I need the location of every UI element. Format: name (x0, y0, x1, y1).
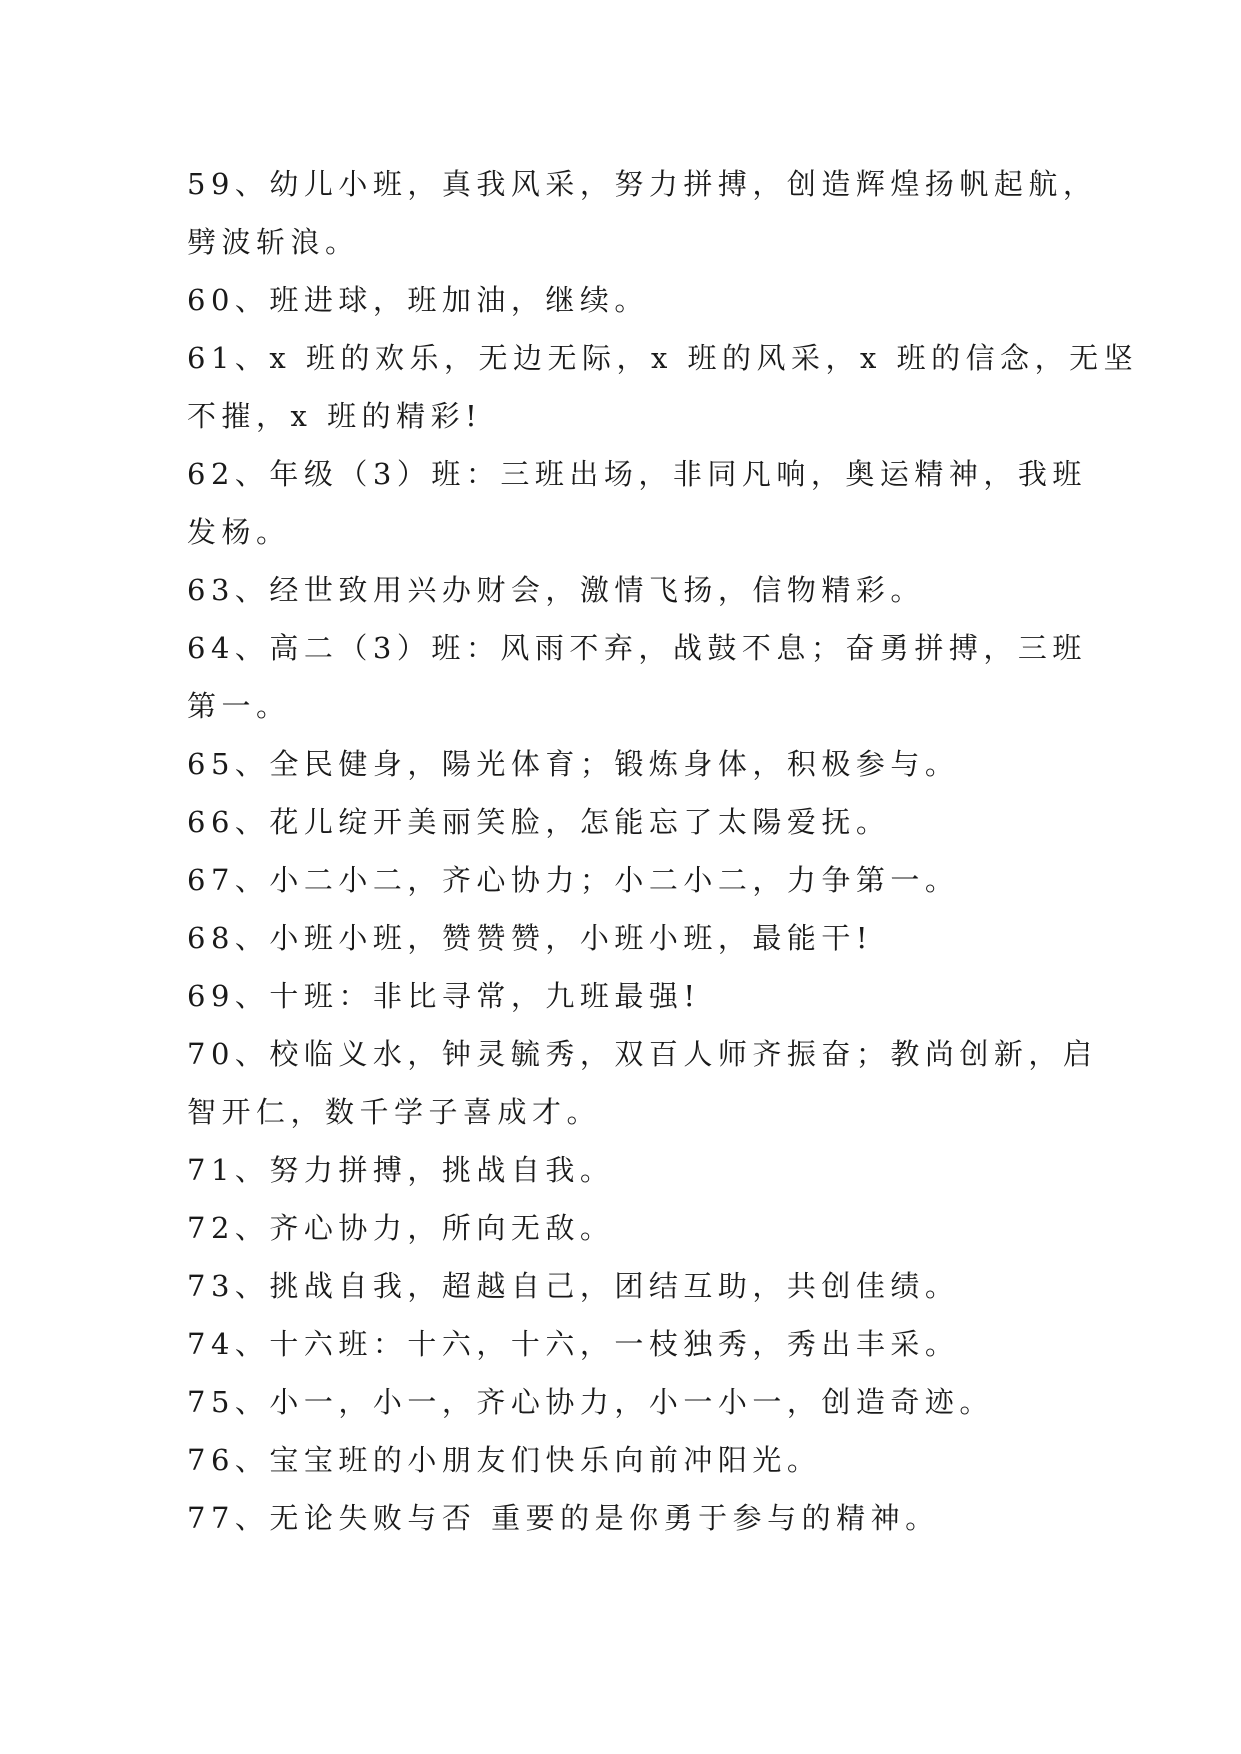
text-line: 67、小二小二，齐心协力；小二小二，力争第一。 (187, 863, 960, 897)
text-line: 63、经世致用兴办财会，激情飞扬，信物精彩。 (187, 573, 925, 607)
text-line: 60、班进球，班加油，继续。 (187, 283, 649, 317)
text-line: 59、幼儿小班，真我风采，努力拼搏，创造辉煌扬帆起航， (187, 167, 1098, 201)
text-line: 73、挑战自我，超越自己，团结互助，共创佳绩。 (187, 1269, 960, 1303)
text-line: 不摧，x 班的精彩! (187, 399, 483, 433)
text-line: 66、花儿绽开美丽笑脸，怎能忘了太陽爱抚。 (187, 805, 891, 839)
text-line: 69、十班：非比寻常，九班最强! (187, 979, 701, 1013)
text-line: 72、齐心协力，所向无敌。 (187, 1211, 615, 1245)
text-line: 75、小一，小一，齐心协力，小一小一，创造奇迹。 (187, 1385, 994, 1419)
text-line: 77、无论失败与否 重要的是你勇于参与的精神。 (187, 1501, 940, 1535)
text-line: 71、努力拼搏，挑战自我。 (187, 1153, 615, 1187)
text-line: 智开仁，数千学子喜成才。 (187, 1095, 602, 1129)
text-line: 61、x 班的欢乐，无边无际，x 班的风采，x 班的信念，无坚 (187, 341, 1139, 375)
text-line: 76、宝宝班的小朋友们快乐向前冲阳光。 (187, 1443, 822, 1477)
text-line: 发杨。 (187, 515, 291, 549)
text-line: 68、小班小班，赞赞赞，小班小班，最能干! (187, 921, 874, 955)
text-line: 70、校临义水，钟灵毓秀，双百人师齐振奋；教尚创新，启 (187, 1037, 1098, 1071)
text-line: 第一。 (187, 689, 291, 723)
text-line: 劈波斩浪。 (187, 225, 360, 259)
text-line: 74、十六班：十六，十六，一枝独秀，秀出丰采。 (187, 1327, 960, 1361)
text-line: 62、年级（3）班：三班出场，非同凡响，奥运精神，我班 (187, 457, 1087, 491)
text-line: 65、全民健身，陽光体育；锻炼身体，积极参与。 (187, 747, 960, 781)
document-body (187, 155, 1139, 1547)
text-line: 64、高二（3）班：风雨不弃，战鼓不息；奋勇拼搏，三班 (187, 631, 1087, 665)
